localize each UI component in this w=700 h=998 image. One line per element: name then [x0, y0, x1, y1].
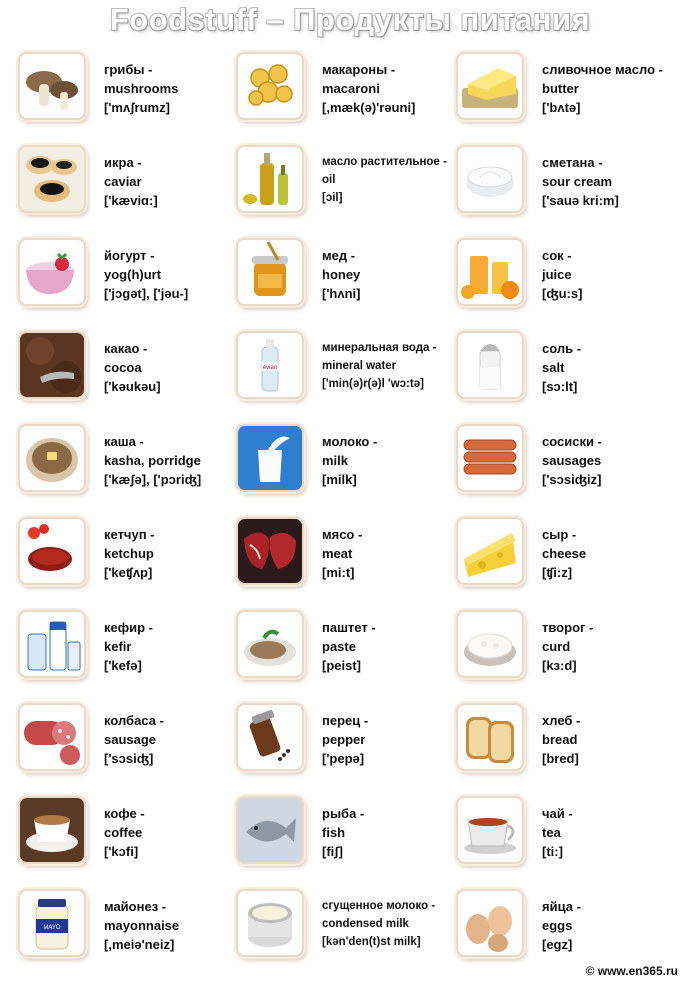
- food-transcription: [mi:t]: [322, 565, 355, 580]
- food-transcription: [kən'den(t)st milk]: [322, 936, 421, 948]
- food-name-en: curd: [542, 639, 571, 654]
- water-bottle-icon: [236, 331, 304, 399]
- food-item-text: [104, 60, 244, 117]
- food-item: [456, 331, 678, 421]
- food-name-ru: сгущенное молоко -: [322, 900, 436, 912]
- food-item: [236, 610, 458, 700]
- food-name-en: paste: [322, 639, 356, 654]
- food-name-en: salt: [542, 360, 565, 375]
- food-item-text: [322, 711, 462, 768]
- food-name-ru: колбаса -: [104, 713, 164, 728]
- food-transcription: ['kɔfi]: [104, 844, 139, 859]
- food-name-ru: мясо -: [322, 527, 363, 542]
- food-item-text: [322, 618, 462, 675]
- pasta-icon: [236, 52, 304, 120]
- food-name-en: eggs: [542, 918, 573, 933]
- food-name-ru: грибы -: [104, 62, 153, 77]
- ketchup-icon: [18, 517, 86, 585]
- food-name-ru: чай -: [542, 806, 573, 821]
- food-transcription: [ti:]: [542, 844, 563, 859]
- food-transcription: ['kəukəu]: [104, 379, 161, 394]
- food-item: [18, 331, 240, 421]
- food-transcription: ['mʌʃrumz]: [104, 100, 170, 115]
- condensed-milk-icon: [236, 889, 304, 957]
- food-name-ru: минеральная вода -: [322, 342, 437, 354]
- food-item: [18, 145, 240, 235]
- food-name-en: yog(h)urt: [104, 267, 162, 282]
- food-item-text: [104, 804, 244, 861]
- food-item: [236, 796, 458, 886]
- food-item-text: [542, 339, 682, 396]
- page-title: Foodstuff – Продукты питания: [109, 2, 591, 37]
- food-transcription: ['hʌni]: [322, 286, 361, 301]
- food-item: [18, 517, 240, 607]
- sausages-icon: [456, 424, 524, 492]
- food-name-ru: каша -: [104, 434, 144, 449]
- food-name-en: coffee: [104, 825, 143, 840]
- food-name-ru: сок -: [542, 248, 572, 263]
- food-name-en: butter: [542, 81, 579, 96]
- honey-icon: [236, 238, 304, 306]
- food-transcription: ['sɔsiʤiz]: [542, 472, 602, 487]
- food-item-text: [322, 804, 462, 861]
- food-item: [18, 703, 240, 793]
- food-item: [456, 703, 678, 793]
- food-name-en: condensed milk: [322, 918, 409, 930]
- food-name-en: bread: [542, 732, 578, 747]
- food-name-en: juice: [542, 267, 572, 282]
- food-transcription: [peist]: [322, 658, 361, 673]
- food-name-en: pepper: [322, 732, 366, 747]
- food-transcription: [,mæk(ə)'rəuni]: [322, 100, 416, 115]
- cocoa-icon: [18, 331, 86, 399]
- food-transcription: ['sauə kri:m]: [542, 193, 619, 208]
- food-name-ru: майонез -: [104, 899, 167, 914]
- food-item-text: [542, 246, 682, 303]
- food-transcription: [ʧi:z]: [542, 565, 573, 580]
- food-name-en: kefir: [104, 639, 132, 654]
- food-name-ru: мед -: [322, 248, 356, 263]
- food-name-en: cheese: [542, 546, 587, 561]
- pate-icon: [236, 610, 304, 678]
- food-item-text: [542, 711, 682, 768]
- food-item-text: [104, 897, 244, 954]
- food-transcription: [bred]: [542, 751, 579, 766]
- food-name-en: mushrooms: [104, 81, 179, 96]
- food-transcription: ['kefə]: [104, 658, 142, 673]
- food-name-ru: яйца -: [542, 899, 581, 914]
- food-name-en: oil: [322, 174, 336, 186]
- food-transcription: ['keʧʌp]: [104, 565, 153, 580]
- food-item: [456, 238, 678, 328]
- food-name-ru: икра -: [104, 155, 142, 170]
- food-name-en: macaroni: [322, 81, 380, 96]
- food-name-ru: макароны -: [322, 62, 396, 77]
- food-item-text: [104, 432, 244, 489]
- food-name-en: meat: [322, 546, 353, 561]
- food-transcription: ['kæviɑ:]: [104, 193, 158, 208]
- food-name-ru: кетчуп -: [104, 527, 155, 542]
- porridge-icon: [18, 424, 86, 492]
- food-item: [18, 424, 240, 514]
- food-item-text: [104, 525, 244, 582]
- food-name-ru: сосиски -: [542, 434, 602, 449]
- food-name-ru: какао -: [104, 341, 148, 356]
- food-transcription: [ɔil]: [322, 192, 343, 204]
- food-item-text: [322, 153, 462, 207]
- tea-icon: [456, 796, 524, 864]
- food-name-en: mineral water: [322, 360, 397, 372]
- svg-text:MAYO: MAYO: [43, 925, 61, 931]
- food-item: [18, 610, 240, 700]
- food-item-text: [104, 339, 244, 396]
- food-item-text: [542, 525, 682, 582]
- food-item: [456, 517, 678, 607]
- food-item-text: [322, 246, 462, 303]
- food-name-en: sausage: [104, 732, 157, 747]
- food-item-text: [542, 804, 682, 861]
- milk-icon: [236, 424, 304, 492]
- food-item-text: [542, 618, 682, 675]
- food-name-en: tea: [542, 825, 561, 840]
- caviar-icon: [18, 145, 86, 213]
- food-item: [236, 331, 458, 421]
- food-item-text: [104, 246, 244, 303]
- food-transcription: [ʤu:s]: [542, 286, 583, 301]
- food-item-text: [322, 60, 462, 117]
- food-name-ru: масло растительное -: [322, 156, 447, 168]
- food-transcription: [kɜ:d]: [542, 658, 577, 673]
- food-name-ru: сливочное масло -: [542, 62, 663, 77]
- food-item: [456, 52, 678, 142]
- food-name-en: ketchup: [104, 546, 154, 561]
- cheese-icon: [456, 517, 524, 585]
- food-transcription: ['kæʃə], ['pɔriʤ]: [104, 472, 202, 487]
- food-transcription: ['min(ə)r(ə)l 'wɔ:tə]: [322, 378, 424, 390]
- food-item: [18, 238, 240, 328]
- food-name-ru: кефир -: [104, 620, 153, 635]
- food-name-ru: сыр -: [542, 527, 577, 542]
- food-transcription: ['bʌtə]: [542, 100, 581, 115]
- food-item-text: [322, 339, 462, 393]
- svg-text:evian: evian: [262, 365, 278, 371]
- food-transcription: [,meiə'neiz]: [104, 937, 175, 952]
- salt-shaker-icon: [456, 331, 524, 399]
- food-transcription: [fiʃ]: [322, 844, 343, 859]
- food-name-en: kasha, porridge: [104, 453, 201, 468]
- food-name-en: fish: [322, 825, 346, 840]
- kefir-icon: [18, 610, 86, 678]
- mushroom-icon: [18, 52, 86, 120]
- bread-icon: [456, 703, 524, 771]
- food-name-en: mayonnaise: [104, 918, 180, 933]
- food-item: [236, 238, 458, 328]
- food-item-text: [542, 153, 682, 210]
- food-name-ru: кофе -: [104, 806, 145, 821]
- food-item-text: [322, 525, 462, 582]
- food-transcription: ['pepə]: [322, 751, 365, 766]
- food-item: [236, 52, 458, 142]
- food-item: [456, 610, 678, 700]
- food-item-text: [542, 897, 682, 954]
- food-item-text: [322, 897, 462, 951]
- food-name-ru: хлеб -: [542, 713, 581, 728]
- food-transcription: [milk]: [322, 472, 357, 487]
- food-transcription: [sɔ:lt]: [542, 379, 578, 394]
- food-name-en: cocoa: [104, 360, 142, 375]
- food-item: [236, 424, 458, 514]
- food-item-text: [542, 60, 682, 117]
- butter-icon: [456, 52, 524, 120]
- food-transcription: ['jɔgət], ['jəu-]: [104, 286, 189, 301]
- food-item: [236, 889, 458, 979]
- food-name-en: milk: [322, 453, 349, 468]
- food-name-ru: молоко -: [322, 434, 378, 449]
- juice-icon: [456, 238, 524, 306]
- food-name-ru: перец -: [322, 713, 369, 728]
- food-name-en: honey: [322, 267, 361, 282]
- curd-icon: [456, 610, 524, 678]
- food-item-text: [322, 432, 462, 489]
- food-item: [456, 145, 678, 235]
- sour-cream-icon: [456, 145, 524, 213]
- food-name-ru: сметана -: [542, 155, 603, 170]
- copyright-text: © www.en365.ru: [585, 964, 678, 978]
- food-transcription: [egz]: [542, 937, 573, 952]
- yogurt-icon: [18, 238, 86, 306]
- food-item-text: [104, 711, 244, 768]
- pepper-icon: [236, 703, 304, 771]
- food-item: [236, 703, 458, 793]
- salami-icon: [18, 703, 86, 771]
- food-item: [456, 424, 678, 514]
- food-name-en: caviar: [104, 174, 142, 189]
- fish-icon: [236, 796, 304, 864]
- food-name-ru: паштет -: [322, 620, 376, 635]
- food-name-ru: творог -: [542, 620, 594, 635]
- food-name-ru: соль -: [542, 341, 582, 356]
- food-transcription: ['sɔsiʤ]: [104, 751, 154, 766]
- food-item: [236, 145, 458, 235]
- food-item-text: [104, 618, 244, 675]
- eggs-icon: [456, 889, 524, 957]
- oil-bottle-icon: [236, 145, 304, 213]
- food-item: [456, 796, 678, 886]
- food-name-en: sour cream: [542, 174, 613, 189]
- food-item-text: [104, 153, 244, 210]
- meat-icon: [236, 517, 304, 585]
- food-item: [18, 52, 240, 142]
- food-name-ru: йогурт -: [104, 248, 155, 263]
- food-item-text: [542, 432, 682, 489]
- food-item: [236, 517, 458, 607]
- coffee-icon: [18, 796, 86, 864]
- food-name-en: sausages: [542, 453, 602, 468]
- food-item: [18, 796, 240, 886]
- food-item: [18, 889, 240, 979]
- mayonnaise-icon: [18, 889, 86, 957]
- food-name-ru: рыба -: [322, 806, 365, 821]
